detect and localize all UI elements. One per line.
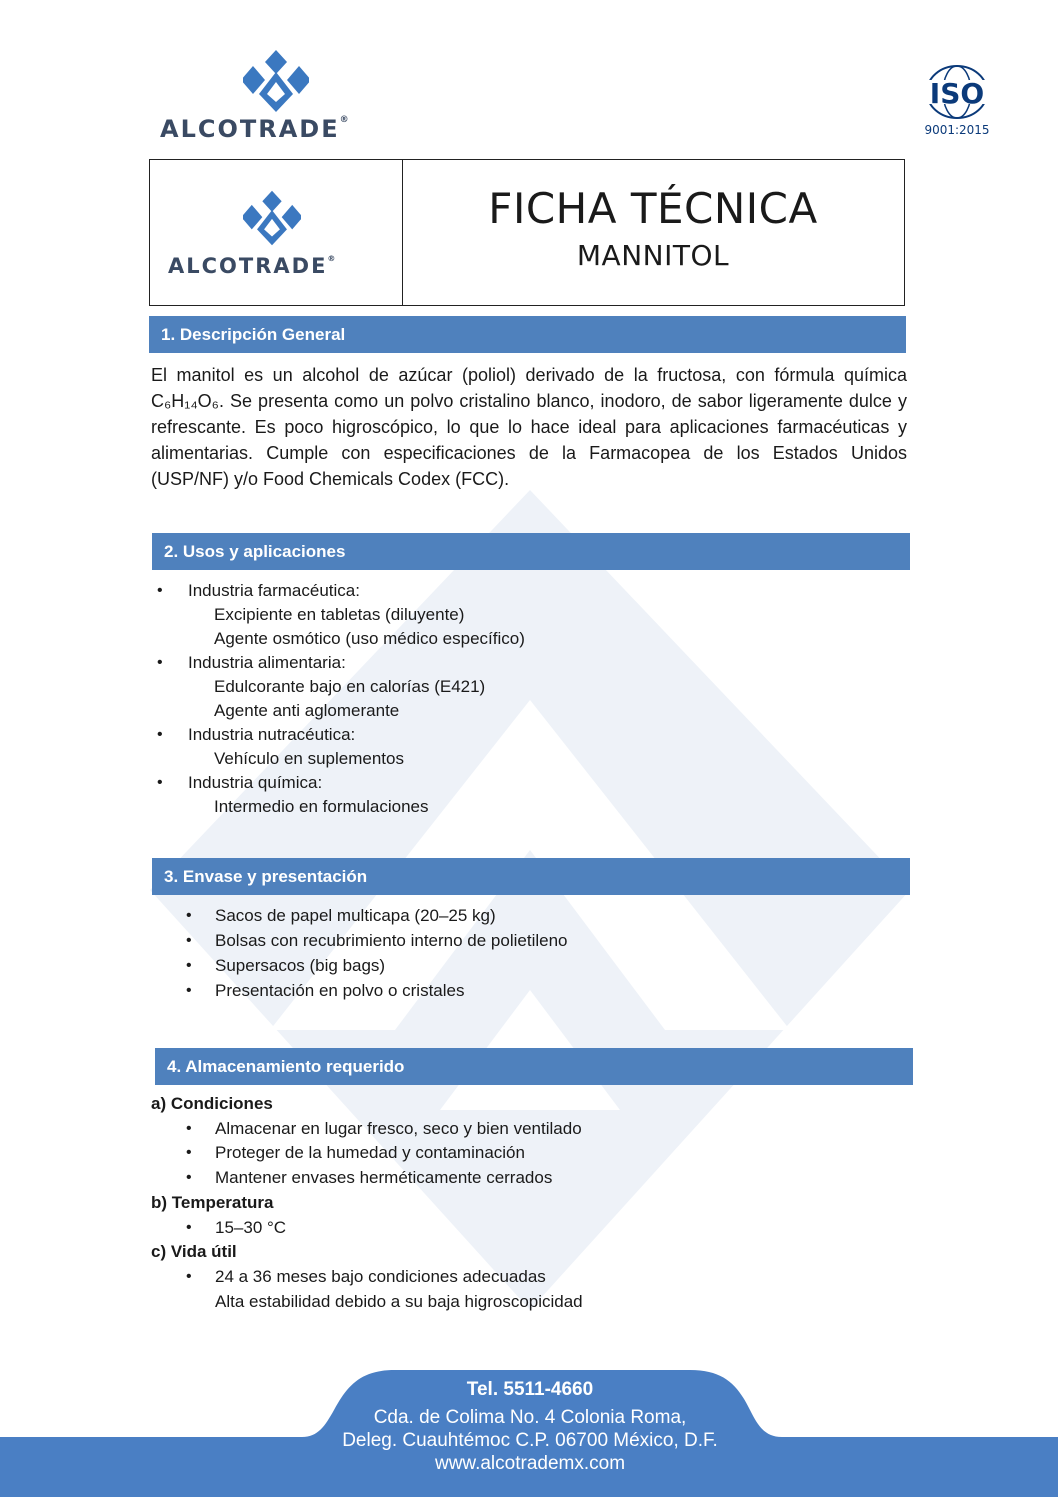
alcotrade-logo-icon bbox=[243, 50, 309, 112]
list-item: • Bolsas con recubrimiento interno de polietileno bbox=[151, 928, 891, 953]
footer-phone: Tel. 5511-4660 bbox=[466, 1379, 594, 1400]
header-title-cell bbox=[402, 160, 904, 272]
list-item: • Industria alimentaria: bbox=[151, 651, 891, 675]
iso-text: ISO bbox=[929, 77, 985, 110]
iso-standard: 9001:2015 bbox=[924, 123, 990, 137]
list-item: • Proteger de la humedad y contaminación bbox=[151, 1141, 891, 1166]
brand-name: ALCOTRADE bbox=[168, 254, 328, 278]
brand-logo bbox=[155, 45, 415, 145]
list-item: • 15–30 °C bbox=[151, 1216, 891, 1241]
list-subitem: Excipiente en tabletas (diluyente) bbox=[214, 605, 465, 624]
list-item: • Mantener envases herméticamente cerrados bbox=[151, 1166, 891, 1191]
footer bbox=[0, 1366, 1058, 1497]
footer-address-line-1: Cda. de Colima No. 4 Colonia Roma, bbox=[373, 1407, 687, 1428]
list-subitem: Agente osmótico (uso médico específico) bbox=[214, 629, 525, 648]
shelf-life-title: c) Vida útil bbox=[151, 1242, 237, 1262]
uses-list bbox=[151, 579, 891, 819]
list-item: • Almacenar en lugar fresco, seco y bien ventilado bbox=[151, 1117, 891, 1142]
storage-temperature-title: b) Temperatura bbox=[151, 1192, 274, 1212]
registered-mark: ® bbox=[339, 115, 351, 125]
section-3-heading: 3. Envase y presentación bbox=[152, 858, 910, 895]
document-title: FICHA TÉCNICA bbox=[488, 184, 818, 233]
list-subitem: Vehículo en suplementos bbox=[214, 749, 404, 768]
description-text: El manitol es un alcohol de azúcar (poliol) derivado de la fructosa, con fórmula química C₆H₁₄O₆. Se presenta como un polvo cristalino blanco, inodoro, de sabor ligeramente dulce y refrescante. Es poco higroscópico, lo que lo hace ideal para aplicaciones farmacéuticas y alimentarias. Cumple con especificaciones de la Farmacopea de los Estados Unidos (USP/NF) y/o Food Chemicals Codex (FCC). bbox=[151, 365, 907, 489]
iso-globe-icon bbox=[915, 64, 999, 120]
storage-conditions-title: a) Condiciones bbox=[151, 1094, 273, 1113]
registered-mark: ® bbox=[327, 254, 338, 263]
packaging-list bbox=[151, 903, 891, 1003]
section-1-heading: 1. Descripción General bbox=[149, 316, 906, 353]
list-subitem: Edulcorante bajo en calorías (E421) bbox=[214, 677, 486, 696]
iso-badge bbox=[912, 64, 1002, 146]
section-4-heading: 4. Almacenamiento requerido bbox=[155, 1048, 913, 1085]
brand-name: ALCOTRADE bbox=[160, 115, 340, 143]
header-box bbox=[149, 159, 905, 306]
list-subitem: Agente anti aglomerante bbox=[214, 701, 400, 720]
list-item: • Sacos de papel multicapa (20–25 kg) bbox=[151, 903, 891, 928]
storage-list bbox=[151, 1092, 891, 1314]
list-item: • Supersacos (big bags) bbox=[151, 953, 891, 978]
list-item: • Industria química: bbox=[151, 771, 891, 795]
header-logo-cell bbox=[150, 160, 403, 305]
alcotrade-logo-icon bbox=[243, 190, 301, 246]
shelf-life-note: Alta estabilidad debido a su baja higroscopicidad bbox=[215, 1291, 583, 1311]
list-item: • Industria nutracéutica: bbox=[151, 723, 891, 747]
footer-website: www.alcotrademx.com bbox=[434, 1453, 626, 1474]
footer-address-line-2: Deleg. Cuauhtémoc C.P. 06700 México, D.F. bbox=[342, 1430, 718, 1451]
product-name: MANNITOL bbox=[576, 239, 730, 272]
section-2-heading: 2. Usos y aplicaciones bbox=[152, 533, 910, 570]
list-item: • Presentación en polvo o cristales bbox=[151, 978, 891, 1003]
list-item: • 24 a 36 meses bajo condiciones adecuadas bbox=[151, 1265, 891, 1290]
list-subitem: Intermedio en formulaciones bbox=[214, 797, 429, 816]
list-item: • Industria farmacéutica: bbox=[151, 579, 891, 603]
